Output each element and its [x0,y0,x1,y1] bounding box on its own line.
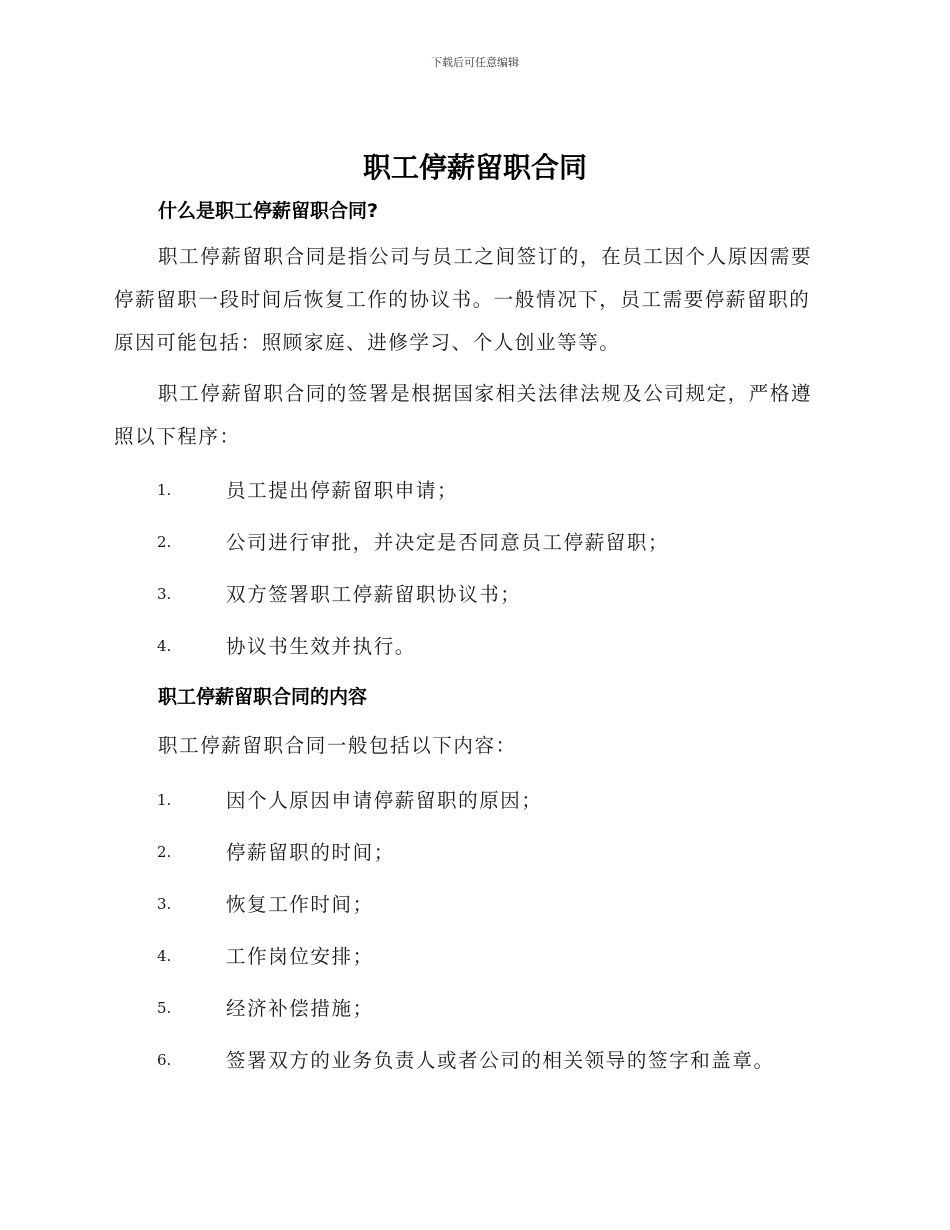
list-item-text: 因个人原因申请停薪留职的原因； [226,789,543,812]
list-item-text: 工作岗位安排； [226,945,374,968]
list-item [0,579,950,609]
list-item-text: 恢复工作时间； [226,893,374,916]
list-item-number: 1. [157,791,172,809]
list-item-number: 2. [157,843,172,861]
document-title: 职工停薪留职合同 [362,151,587,184]
list-item-number: 2. [157,533,172,551]
list-item [0,631,950,661]
list-item-text: 停薪留职的时间； [226,841,395,864]
list-item [0,941,950,971]
list-item [0,785,950,815]
list-item-number: 3. [157,895,172,913]
list-item-number: 4. [157,637,172,655]
list-item-number: 5. [157,999,172,1017]
page-header-note: 下载后可任意编辑 [431,56,519,69]
list-item-text: 公司进行审批，并决定是否同意员工停薪留职； [226,531,670,554]
list-item [0,993,950,1023]
list-item-number: 4. [157,947,172,965]
list-item-text: 双方签署职工停薪留职协议书； [226,583,522,606]
list-item-text: 经济补偿措施； [226,997,374,1020]
list-item [0,837,950,867]
list-item-number: 3. [157,585,172,603]
list-item-number: 6. [157,1051,172,1069]
list-item [0,1045,950,1075]
list-item [0,475,950,505]
list-item-text: 签署双方的业务负责人或者公司的相关领导的签字和盖章。 [226,1049,775,1072]
paragraph-definition: 职工停薪留职合同是指公司与员工之间签订的，在员工因个人原因需要停薪留职一段时间后恢复工作的协议书。一般情况下，员工需要停薪留职的原因可能包括：照顾家庭、进修学习、个人创业等等。 [114,245,813,354]
list-item-text: 协议书生效并执行。 [226,635,416,658]
list-item [0,889,950,919]
paragraph-procedure-intro: 职工停薪留职合同的签署是根据国家相关法律法规及公司规定，严格遵照以下程序： [114,382,813,448]
paragraph-contents-intro: 职工停薪留职合同一般包括以下内容： [158,734,517,757]
section-heading-contents: 职工停薪留职合同的内容 [158,686,368,708]
list-item-text: 员工提出停薪留职申请； [226,479,459,502]
list-item-number: 1. [157,481,172,499]
section-heading-what-is: 什么是职工停薪留职合同? [158,200,379,222]
list-item [0,527,950,557]
